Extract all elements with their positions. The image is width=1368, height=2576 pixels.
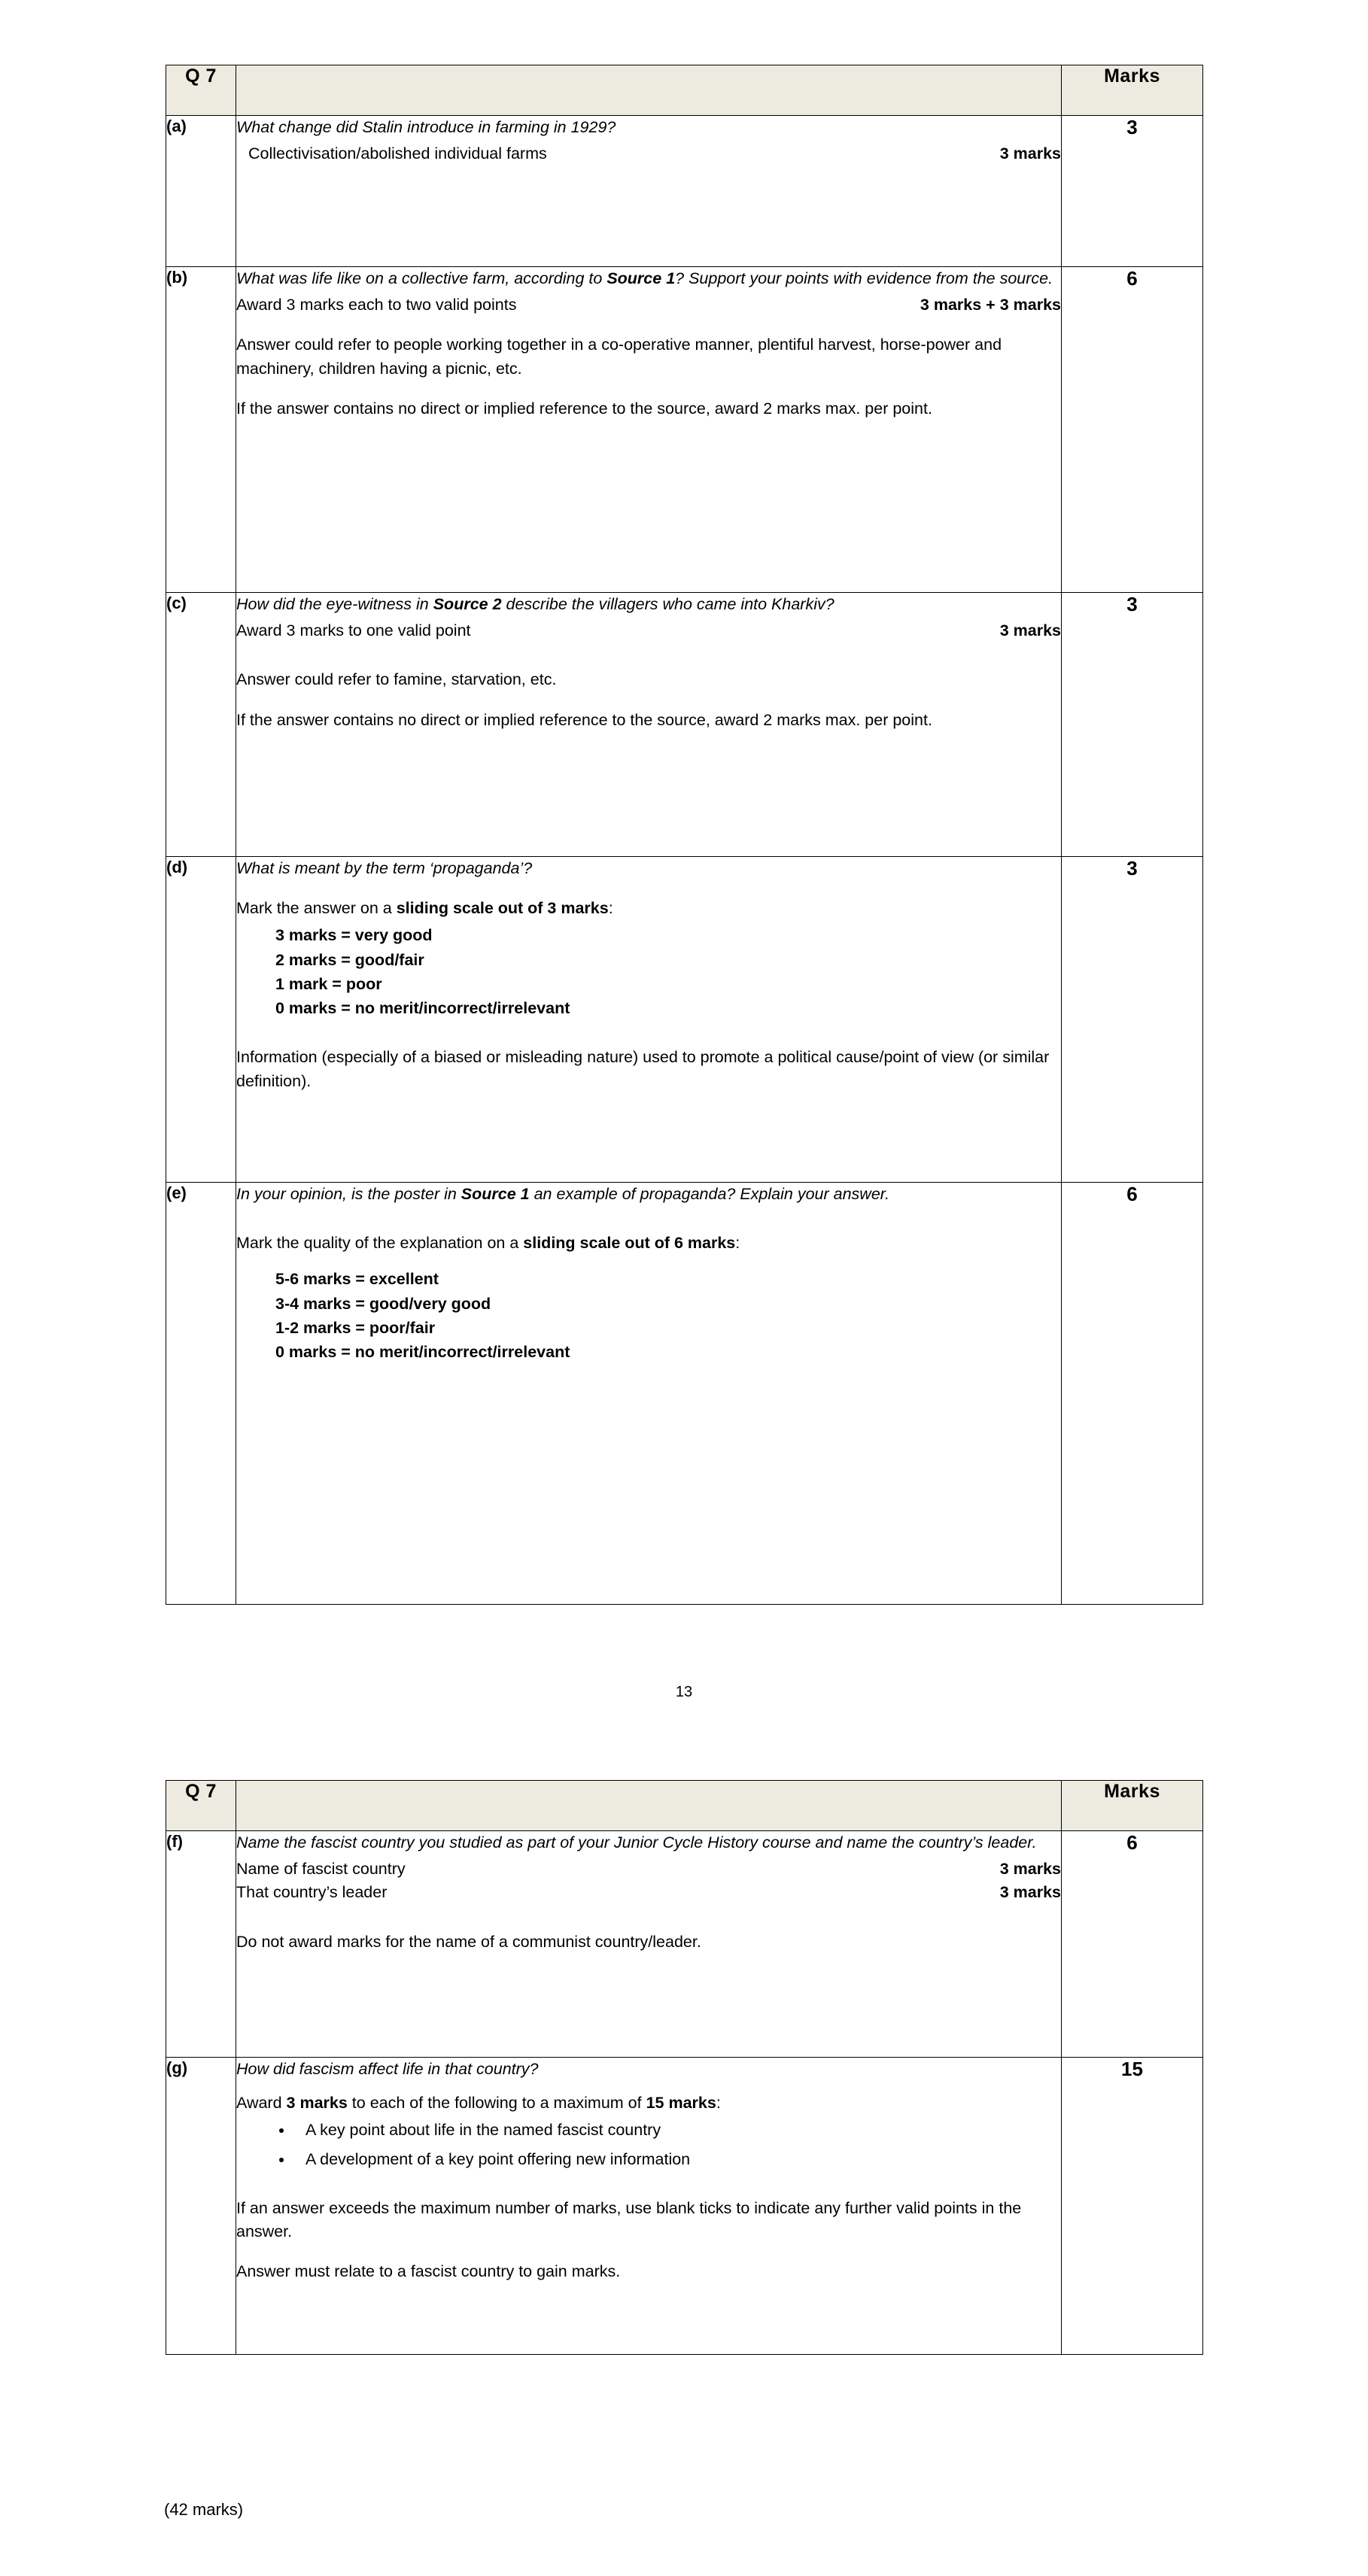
page-number: 13: [675, 1684, 693, 1700]
definition-text-d: Information (especially of a biased or misleading nature) used to promote a political cause/point of view (or similar definition).: [236, 1048, 1050, 1090]
award-instruction-g-prefix: Award: [236, 2094, 287, 2113]
scale-item: 1-2 marks = poor/fair: [275, 1318, 436, 1337]
total-marks-footer: (42 marks): [164, 2500, 244, 2519]
scale-item: 3-4 marks = good/very good: [275, 1294, 491, 1313]
answer-note-c-2: If the answer contains no direct or implied reference to the source, award 2 marks max. per point.: [236, 710, 932, 729]
marking-instruction-e: [236, 1232, 1061, 1255]
marking-instruction-e-suffix: :: [735, 1234, 740, 1253]
award-label-b: Award 3 marks each to two valid points: [236, 296, 517, 314]
marking-instruction-d: [236, 897, 1061, 920]
marking-table-part-2: [166, 1780, 1203, 2355]
award-line-a: [236, 142, 1061, 166]
award-label-f-1: Name of fascist country: [236, 1860, 406, 1879]
table-row: [166, 1183, 1203, 1605]
answer-body-g: [236, 2058, 1062, 2355]
marking-instruction-e-prefix: Mark the quality of the explanation on a: [236, 1234, 524, 1253]
marks-value-b: 6: [1062, 267, 1203, 593]
answer-body-a: [236, 116, 1062, 267]
award-instruction-g-middle: to each of the following to a maximum of: [347, 2094, 646, 2113]
scale-item: 1 mark = poor: [275, 974, 382, 993]
table-row: [166, 267, 1203, 593]
award-label-a: Collectivisation/abolished individual farms: [248, 144, 547, 163]
table-row: [166, 857, 1203, 1183]
marks-value-e: 6: [1062, 1183, 1203, 1605]
answer-note-b-1: Answer could refer to people working together in a co-operative manner, plentiful harvest, horse-power and machinery, children having a picnic, etc.: [236, 336, 1002, 378]
marks-value-c: 3: [1062, 593, 1203, 857]
part-label-e: (e): [166, 1183, 236, 1605]
answer-body-e: [236, 1183, 1062, 1605]
award-line-f-2: [236, 1881, 1061, 1904]
question-number-header: Q 7: [166, 65, 236, 116]
marking-instruction-d-prefix: Mark the answer on a: [236, 899, 397, 918]
answer-note-c-1: Answer could refer to famine, starvation, etc.: [236, 670, 557, 689]
question-text-d: What is meant by the term ‘propaganda’?: [236, 859, 533, 877]
award-line-f-1: [236, 1858, 1061, 1881]
award-instruction-g-bold-2: 15 marks: [646, 2094, 716, 2113]
marks-header-2: Marks: [1062, 1781, 1203, 1831]
question-text-f: Name the fascist country you studied as part of your Junior Cycle History course and name the country’s leader.: [236, 1833, 1037, 1852]
award-instruction-g-bold-1: 3 marks: [286, 2094, 348, 2113]
question-text-b-part2: ? Support your points with evidence from the source.: [675, 269, 1053, 287]
scale-item: 2 marks = good/fair: [275, 950, 424, 969]
marks-value-f: 6: [1062, 1831, 1203, 2058]
question-text-b: [236, 267, 1061, 290]
award-label-f-2: That country’s leader: [236, 1883, 388, 1902]
marking-table-part-1: [166, 65, 1203, 1605]
question-text-c-part1: How did the eye-witness in: [236, 595, 433, 613]
question-text-c-part2: describe the villagers who came into Kharkiv?: [501, 595, 834, 613]
table-row: [166, 116, 1203, 267]
table-header-row: [166, 1781, 1203, 1831]
content-header: [236, 65, 1062, 116]
answer-note-f: Do not award marks for the name of a communist country/leader.: [236, 1932, 701, 1951]
award-value-f-2: 3 marks: [999, 1883, 1061, 1902]
question-text-e: [236, 1183, 1061, 1206]
question-text-e-part2: an example of propaganda? Explain your answer.: [529, 1185, 890, 1203]
question-text-c: [236, 593, 1061, 616]
answer-body-c: [236, 593, 1062, 857]
marks-header: Marks: [1062, 65, 1203, 116]
sliding-scale-list-d: [236, 923, 1061, 1020]
table-header-row: [166, 65, 1203, 116]
answer-note-g-2: Answer must relate to a fascist country to gain marks.: [236, 2262, 621, 2281]
list-item: • A development of a key point offering new information: [293, 2147, 1061, 2171]
scale-item: 0 marks = no merit/incorrect/irrelevant: [275, 1343, 570, 1362]
sliding-scale-list-e: [236, 1267, 1061, 1364]
award-label-c: Award 3 marks to one valid point: [236, 621, 471, 640]
answer-note-b-2: If the answer contains no direct or implied reference to the source, award 2 marks max. per point.: [236, 399, 932, 418]
award-instruction-g: [236, 2091, 1061, 2115]
award-value-a: 3 marks: [999, 144, 1061, 163]
question-text-g: How did fascism affect life in that country?: [236, 2060, 539, 2078]
answer-note-g-1: If an answer exceeds the maximum number of marks, use blank ticks to indicate any further valid points in the answer.: [236, 2198, 1022, 2241]
answer-body-d: [236, 857, 1062, 1183]
scale-item: 0 marks = no merit/incorrect/irrelevant: [275, 999, 570, 1018]
award-value-c: 3 marks: [999, 621, 1061, 640]
table-row: [166, 1831, 1203, 2058]
content-header-2: [236, 1781, 1062, 1831]
part-label-a: (a): [166, 116, 236, 267]
part-label-d: (d): [166, 857, 236, 1183]
list-item: • A key point about life in the named fascist country: [293, 2118, 1061, 2142]
question-text-b-part1: What was life like on a collective farm, according to: [236, 269, 607, 287]
marking-instruction-e-bold: sliding scale out of 6 marks: [523, 1234, 736, 1253]
marks-value-d: 3: [1062, 857, 1203, 1183]
source-reference-2: Source 2: [433, 595, 502, 613]
part-label-b: (b): [166, 267, 236, 593]
award-value-f-1: 3 marks: [999, 1860, 1061, 1879]
marks-value-g: 15: [1062, 2058, 1203, 2355]
marking-instruction-d-bold: sliding scale out of 3 marks: [396, 899, 609, 918]
award-line-c: [236, 619, 1061, 642]
question-number-header-2: Q 7: [166, 1781, 236, 1831]
part-label-f: (f): [166, 1831, 236, 2058]
question-text-a: What change did Stalin introduce in farming in 1929?: [236, 118, 616, 136]
answer-body-f: [236, 1831, 1062, 2058]
scale-item: 5-6 marks = excellent: [275, 1270, 439, 1289]
question-text-e-part1: In your opinion, is the poster in: [236, 1185, 461, 1203]
source-reference-3: Source 1: [461, 1185, 530, 1203]
award-line-b: [236, 293, 1061, 317]
part-label-c: (c): [166, 593, 236, 857]
criteria-list-g: [236, 2118, 1061, 2171]
marking-instruction-d-suffix: :: [608, 899, 613, 918]
table-row: [166, 593, 1203, 857]
answer-body-b: [236, 267, 1062, 593]
scale-item: 3 marks = very good: [275, 926, 433, 945]
source-reference-1: Source 1: [606, 269, 676, 287]
part-label-g: (g): [166, 2058, 236, 2355]
marks-value-a: 3: [1062, 116, 1203, 267]
award-instruction-g-suffix: :: [716, 2094, 721, 2113]
table-row: [166, 2058, 1203, 2355]
award-value-b: 3 marks + 3 marks: [920, 296, 1061, 314]
